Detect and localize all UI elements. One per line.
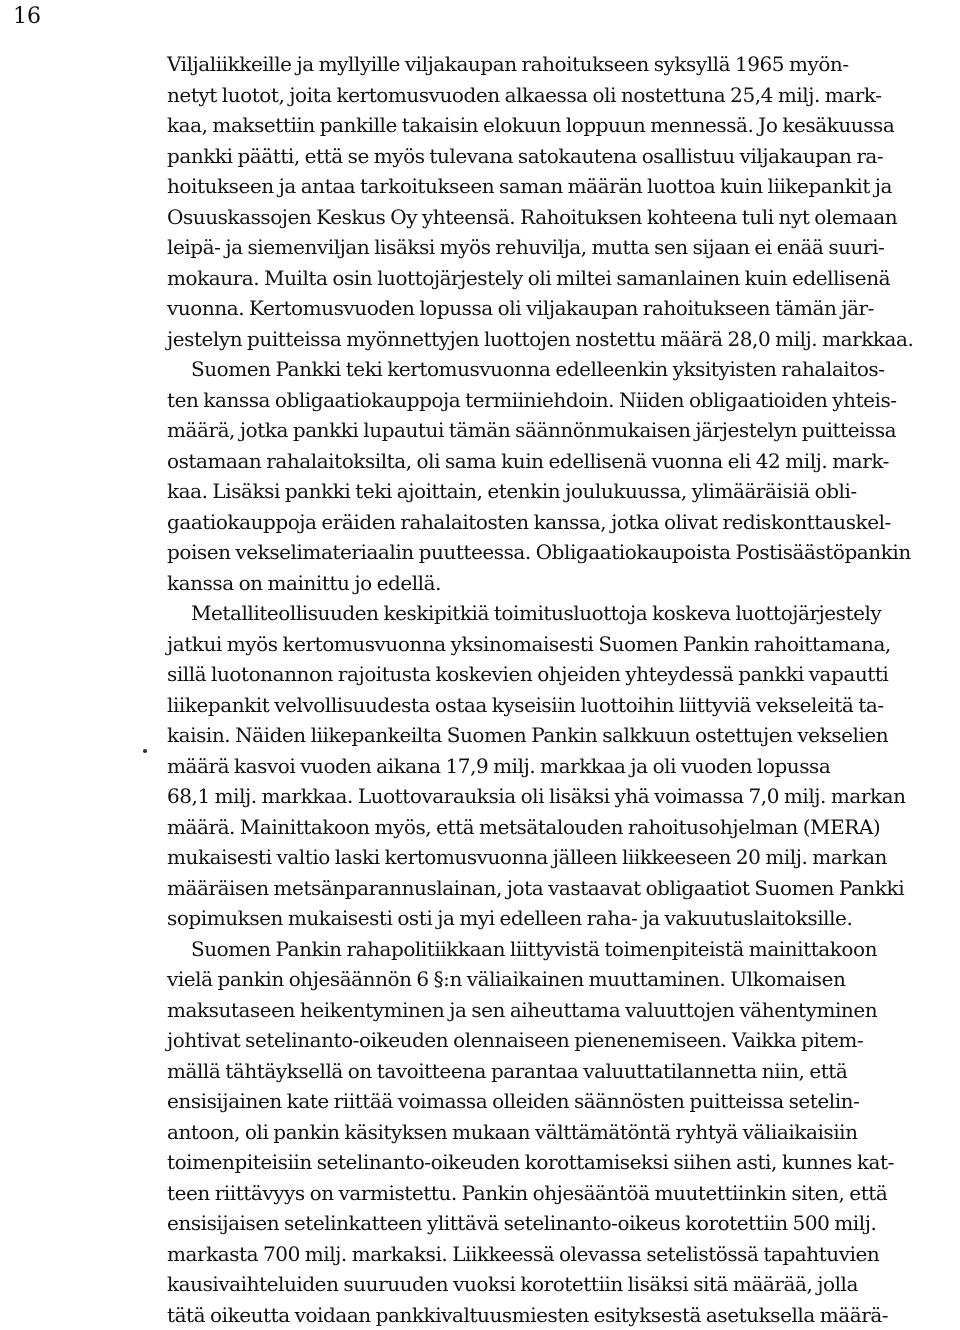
text-line: Metalliteollisuuden keskipitkiä toimitusluottoja koskeva luottojärjestely (167, 598, 947, 629)
text-line: määrä kasvoi vuoden aikana 17,9 milj. markkaa ja oli vuoden lopussa (167, 751, 947, 782)
text-line: mukaisesti valtio laski kertomusvuonna jälleen liikkeeseen 20 milj. markan (167, 842, 947, 873)
text-line: Suomen Pankin rahapolitiikkaan liittyvistä toimenpiteistä mainittakoon (167, 934, 947, 965)
text-line: netyt luotot, joita kertomusvuoden alkaessa oli nostettuna 25,4 milj. mark- (167, 80, 947, 111)
text-line: sillä luotonannon rajoitusta koskevien ohjeiden yhteydessä pankki vapautti (167, 659, 947, 690)
text-line: kausivaihteluiden suuruuden vuoksi korotettiin lisäksi sitä määrää, jolla (167, 1269, 947, 1300)
text-line: määrä. Mainittakoon myös, että metsätalouden rahoitusohjelman (MERA) (167, 812, 947, 843)
text-line: vuonna. Kertomusvuoden lopussa oli viljakaupan rahoitukseen tämän jär- (167, 293, 947, 324)
text-line: ensisijainen kate riittää voimassa olleiden säännösten puitteissa setelin- (167, 1086, 947, 1117)
text-line: antoon, oli pankin käsityksen mukaan välttämätöntä ryhtyä väliaikaisiin (167, 1117, 947, 1148)
text-line: kanssa on mainittu jo edellä. (167, 568, 947, 599)
page-number: 16 (13, 4, 41, 30)
text-line: toimenpiteisiin setelinanto-oikeuden korottamiseksi siihen asti, kunnes kat- (167, 1147, 947, 1178)
text-line: vielä pankin ohjesäännön 6 §:n väliaikainen muuttaminen. Ulkomaisen (167, 964, 947, 995)
text-line: liikepankit velvollisuudesta ostaa kyseisiin luottoihin liittyviä vekseleitä ta- (167, 690, 947, 721)
text-line: kaa, maksettiin pankille takaisin elokuun loppuun mennessä. Jo kesäkuussa (167, 110, 947, 141)
text-line: 68,1 milj. markkaa. Luottovarauksia oli lisäksi yhä voimassa 7,0 milj. markan (167, 781, 947, 812)
text-line: jatkui myös kertomusvuonna yksinomaisesti Suomen Pankin rahoittamana, (167, 629, 947, 660)
text-line: mokaura. Muilta osin luottojärjestely oli miltei samanlainen kuin edellisenä (167, 263, 947, 294)
text-line: johtivat setelinanto-oikeuden olennaiseen pienenemiseen. Vaikka pitem- (167, 1025, 947, 1056)
text-line: gaatiokauppoja eräiden rahalaitosten kanssa, jotka olivat rediskonttauskel- (167, 507, 947, 538)
text-line: kaa. Lisäksi pankki teki ajoittain, etenkin joulukuussa, ylimääräisiä obli- (167, 476, 947, 507)
body-text (167, 49, 947, 1330)
text-line: sopimuksen mukaisesti osti ja myi edelleen raha- ja vakuutuslaitoksille. (167, 903, 947, 934)
text-line: leipä- ja siemenviljan lisäksi myös rehuvilja, mutta sen sijaan ei enää suuri- (167, 232, 947, 263)
text-line: maksutaseen heikentyminen ja sen aiheuttama valuuttojen vähentyminen (167, 995, 947, 1026)
text-line: ten kanssa obligaatiokauppoja termiiniehdoin. Niiden obligaatioiden yhteis- (167, 385, 947, 416)
text-line: ensisijaisen setelinkatteen ylittävä setelinanto-oikeus korotettiin 500 milj. (167, 1208, 947, 1239)
text-line: kaisin. Näiden liikepankeilta Suomen Pankin salkkuun ostettujen vekselien (167, 720, 947, 751)
text-line: pankki päätti, että se myös tulevana satokautena osallistuu viljakaupan ra- (167, 141, 947, 172)
text-line: Suomen Pankki teki kertomusvuonna edelleenkin yksityisten rahalaitos- (167, 354, 947, 385)
text-line: Osuuskassojen Keskus Oy yhteensä. Rahoituksen kohteena tuli nyt olemaan (167, 202, 947, 233)
text-line: määräisen metsänparannuslainan, jota vastaavat obligaatiot Suomen Pankki (167, 873, 947, 904)
text-line: ostamaan rahalaitoksilta, oli sama kuin edellisenä vuonna eli 42 milj. mark- (167, 446, 947, 477)
text-line: hoitukseen ja antaa tarkoitukseen saman määrän luottoa kuin liikepankit ja (167, 171, 947, 202)
text-line: teen riittävyys on varmistettu. Pankin ohjesääntöä muutettiinkin siten, että (167, 1178, 947, 1209)
margin-dot (143, 749, 147, 753)
text-line: määrä, jotka pankki lupautui tämän säännönmukaisen järjestelyn puitteissa (167, 415, 947, 446)
text-line: poisen vekselimateriaalin puutteessa. Obligaatiokaupoista Postisäästöpankin (167, 537, 947, 568)
text-line: markasta 700 milj. markaksi. Liikkeessä olevassa setelistössä tapahtuvien (167, 1239, 947, 1270)
text-line: Viljaliikkeille ja myllyille viljakaupan rahoitukseen syksyllä 1965 myön- (167, 49, 947, 80)
text-line: jestelyn puitteissa myönnettyjen luottojen nostettu määrä 28,0 milj. markkaa. (167, 324, 947, 355)
text-line: mällä tähtäyksellä on tavoitteena parantaa valuuttatilannetta niin, että (167, 1056, 947, 1087)
text-line: tätä oikeutta voidaan pankkivaltuusmiesten esityksestä asetuksella määrä- (167, 1300, 947, 1330)
